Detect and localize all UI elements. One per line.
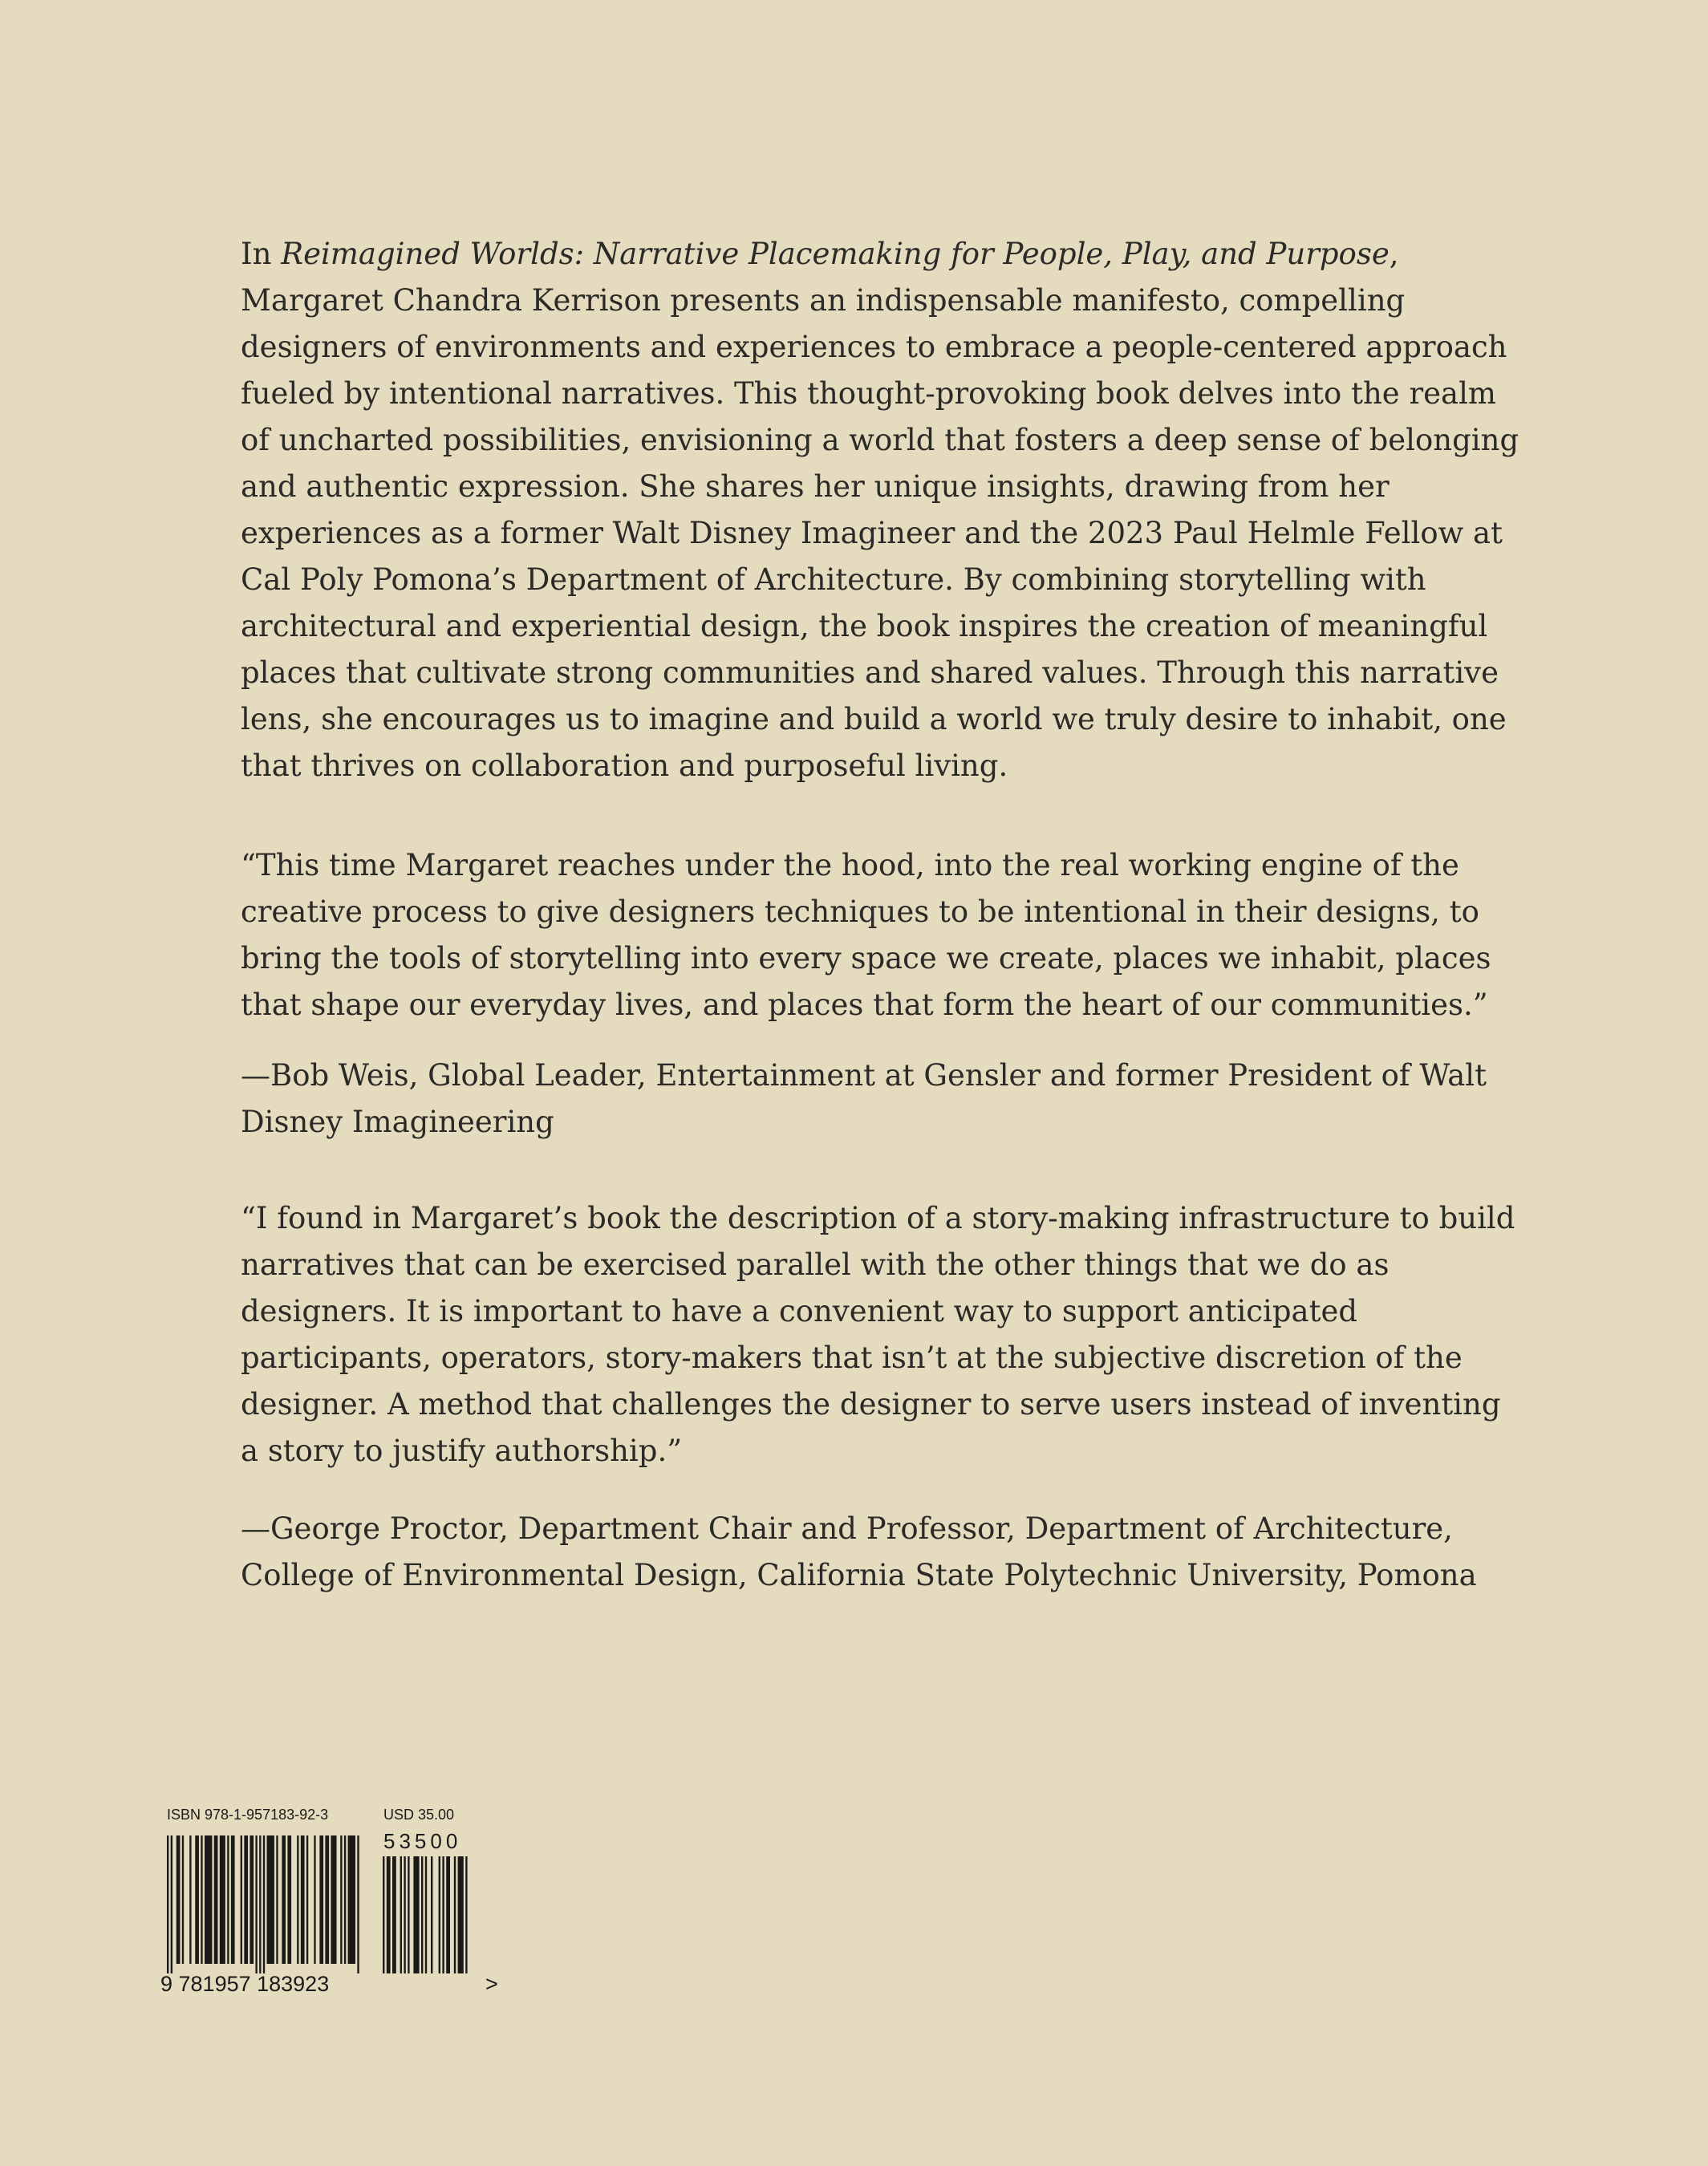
isbn-barcode: [160, 1805, 513, 1998]
isbn-label: ISBN 978-1-957183-92-3: [167, 1807, 329, 1823]
price-label: USD 35.00: [383, 1807, 455, 1823]
price-addon-barcode-bars: [383, 1856, 482, 1973]
testimonial-quote-2: “I found in Margaret’s book the description of a story-making infrastructure to build narratives that can be exercised parallel with the other things that we do as designers. It is important to have a convenient way to support anticipated participants, operators, story-makers that isn’t at the subjective discretion of the designer. A method that challenges the designer to serve users instead of inventing a story to justify authorship.”: [241, 1201, 1515, 1468]
testimonial-attribution-2: —George Proctor, Department Chair and Professor, Department of Architecture, College of Environmental Design, California State Polytechnic University, Pomona: [241, 1511, 1477, 1592]
description-intro: In: [241, 237, 282, 271]
testimonial-attribution-1: —Bob Weis, Global Leader, Entertainment at Gensler and former President of Walt Disney Imagineering: [241, 1058, 1487, 1139]
ean-barcode-bars: [167, 1835, 367, 1973]
book-description: [241, 231, 1524, 789]
testimonial-quote-1: “This time Margaret reaches under the hood, into the real working engine of the creative process to give designers techniques to be intentional in their designs, to bring the tools of storytelling into every space we create, places we inhabit, places that shape our everyday lives, and places that form the heart of our communities.”: [241, 848, 1491, 1022]
barcode-arrow: >: [485, 1972, 498, 1996]
book-title: Reimagined Worlds: Narrative Placemaking for People, Play, and Purpose: [281, 237, 1390, 271]
barcode-digits: 9 781957 183923: [160, 1972, 330, 1996]
price-addon-digits: 53500: [383, 1829, 462, 1853]
description-body: , Margaret Chandra Kerrison presents an indispensable manifesto, compelling designers of environments and experiences to embrace a people-centered approach fueled by intentional narratives. This thought-provoking book delves into the realm of uncharted possibilities, envisioning a world that fosters a deep sense of belonging and authentic expression. She shares her unique insights, drawing from her experiences as a former Walt Disney Imagineer and the 2023 Paul Helmle Fellow at Cal Poly Pomona’s Department of Architecture. By combining storytelling with architectural and experiential design, the book inspires the creation of meaningful places that cultivate strong communities and shared values. Through this narrative lens, she encourages us to imagine and build a world we truly desire to inhabit, one that thrives on collaboration and purposeful living.: [241, 237, 1519, 783]
